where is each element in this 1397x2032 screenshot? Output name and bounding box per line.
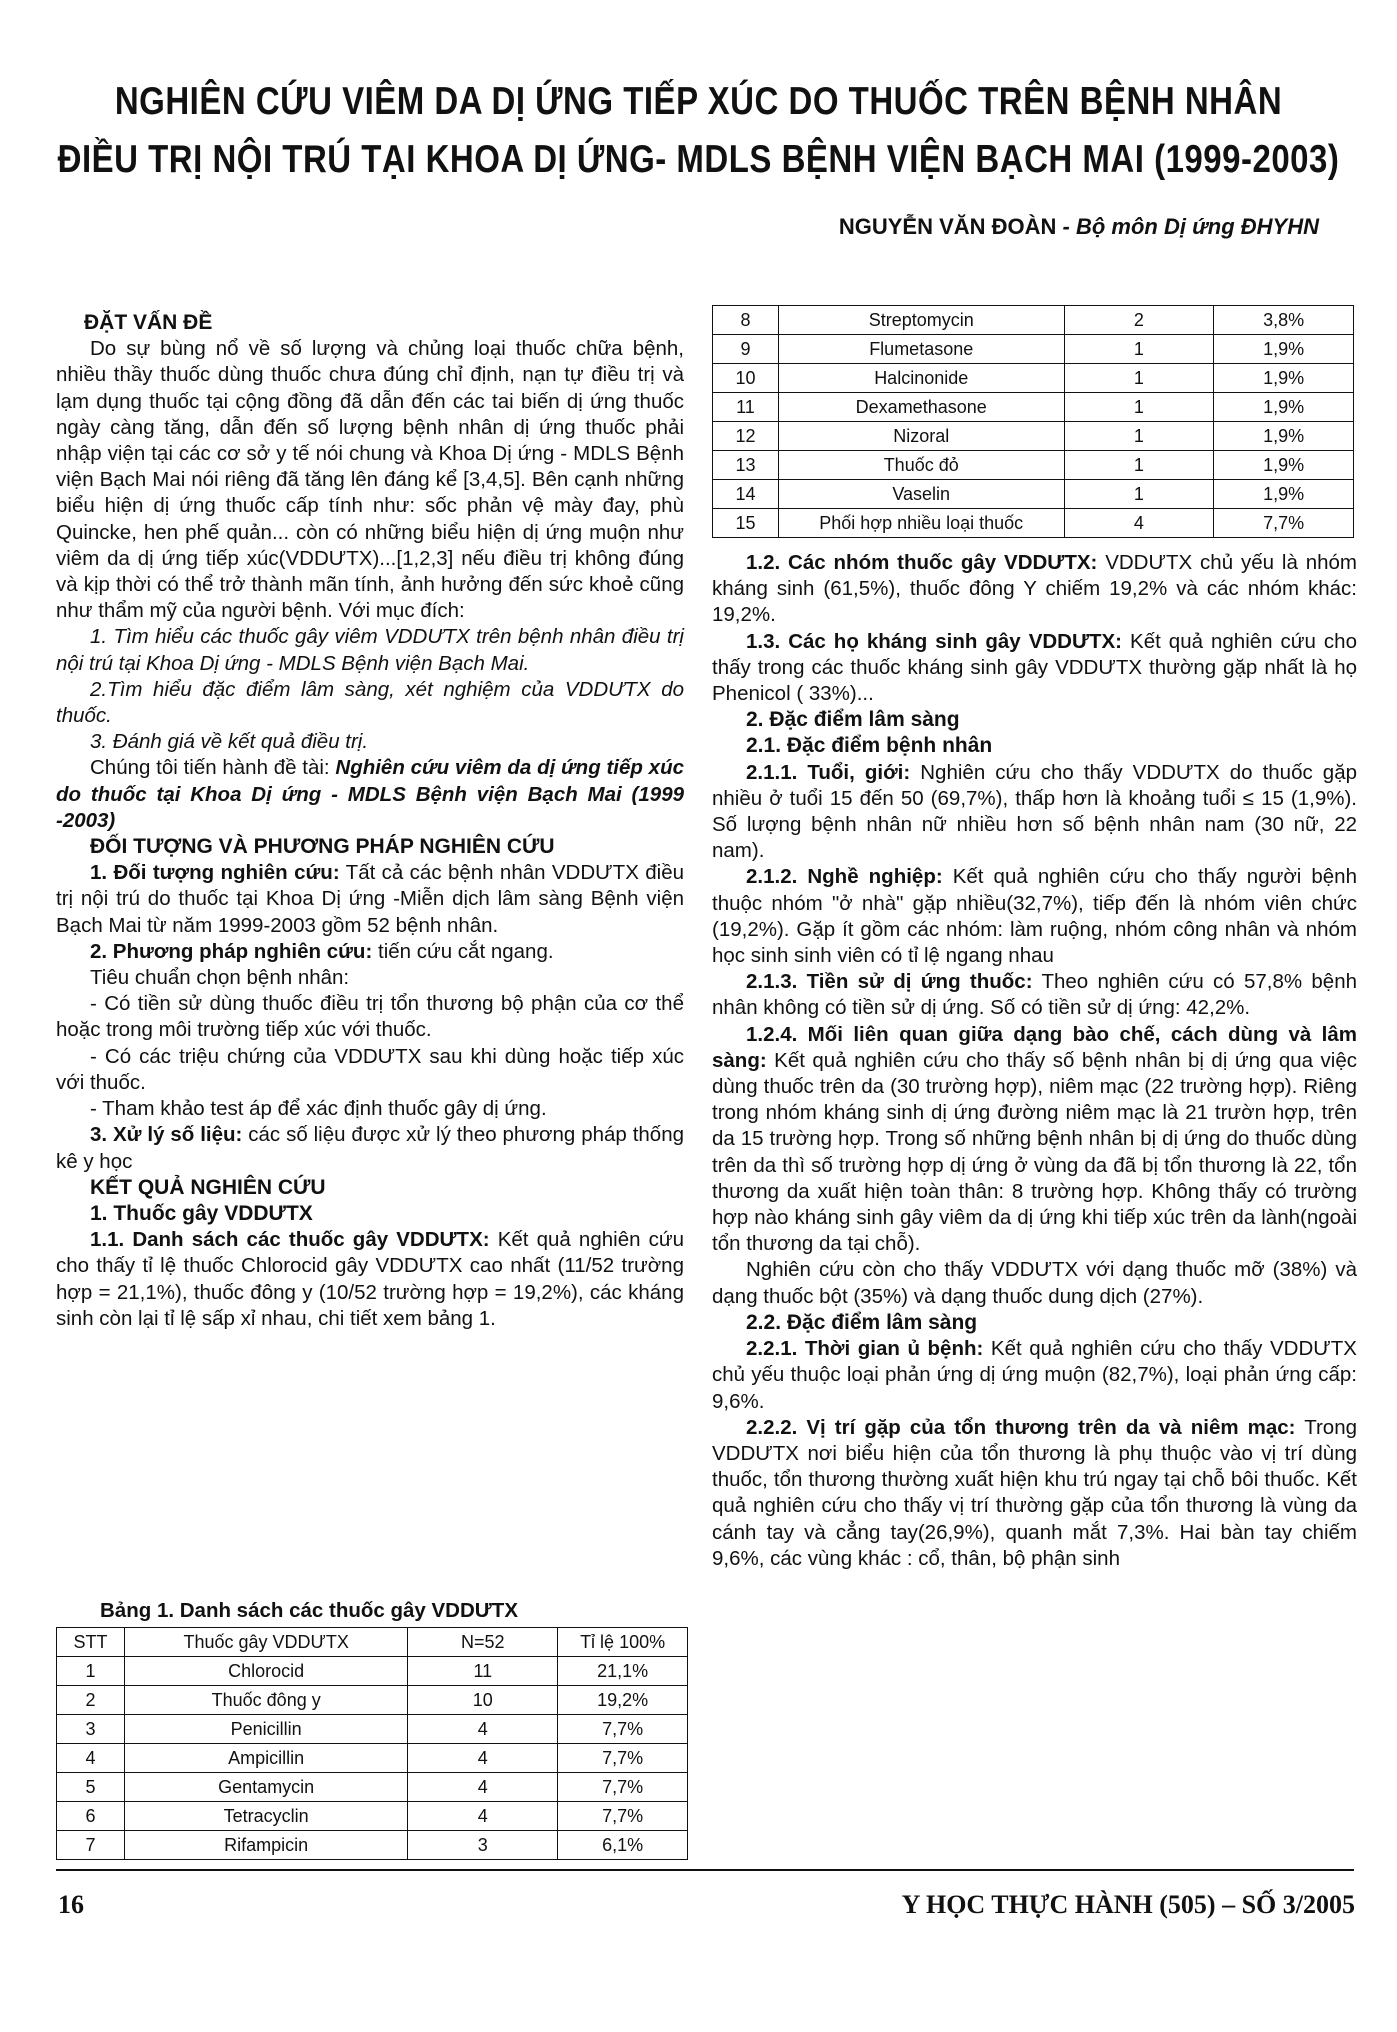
cell-percent: 21,1%	[558, 1657, 688, 1686]
cell-drug: Penicillin	[124, 1715, 408, 1744]
results-2-1-2-label: 2.1.2. Nghề nghiệp:	[746, 865, 943, 889]
cell-stt: 4	[57, 1744, 125, 1773]
criteria-heading: Tiêu chuẩn chọn bệnh nhân:	[90, 966, 350, 990]
results-2-2-2-label: 2.2.2. Vị trí gặp của tổn thương trên da và niêm mạc:	[746, 1415, 1296, 1439]
cell-stt: 3	[57, 1715, 125, 1744]
results-2-2-2-text: Trong VDDƯTX nơi biểu hiện của tổn thương là phụ thuộc vào vị trí dùng thuốc, tổn thương thường xuất hiện khu trú ngay tại chỗ bôi thuốc. Kết quả nghiên cứu cho thấy vị trí thường gặp của tổn thương là vùng da cánh tay và cẳng tay(26,9%), quanh mắt 7,3%. Hai bàn tay chiếm 9,6%, các vùng khác : cổ, thân, bộ phận sinh	[712, 1415, 1358, 1570]
cell-count: 4	[408, 1715, 558, 1744]
topic-title: Nghiên cứu viêm da dị ứng tiếp xúc do thuốc tại Khoa Dị ứng - MDLS Bệnh viện Bạch Mai (1999 -2003)	[56, 756, 684, 832]
cell-stt: 2	[57, 1686, 125, 1715]
table-row	[713, 335, 1354, 364]
results-2-1-2	[712, 864, 1357, 969]
section-heading-results: KẾT QUẢ NGHIÊN CỨU	[90, 1175, 326, 1199]
cell-stt: 5	[57, 1773, 125, 1802]
criteria-1: - Có tiền sử dùng thuốc điều trị tổn thương bộ phận của cơ thể hoặc trong môi trường tiếp xúc với thuốc.	[56, 992, 684, 1042]
cell-drug: Phối hợp nhiều loại thuốc	[778, 509, 1064, 538]
cell-drug: Vaselin	[778, 480, 1064, 509]
results-1-1-label: 1.1. Danh sách các thuốc gây VDDƯTX:	[90, 1228, 490, 1252]
cell-percent: 7,7%	[558, 1802, 688, 1831]
results-1-2-4-text: Kết quả nghiên cứu cho thấy số bệnh nhân bị dị ứng qua việc dùng thuốc trên da (30 trường hợp), niêm mạc (22 trường hợp). Riêng trong nhóm kháng sinh dị ứng đường niêm mạc là 21 trườn hợp, trên da 15 trường hợp. Trong số những bệnh nhân bị dị ứng do thuốc dùng trên da thì số trường hợp dị ứng ở vùng da đã bị tổn thương là 22, tổn thương da xuất hiện toàn thân: 8 trường hợp. Không thấy có trường hợp nào kháng sinh gây viêm da dị ứng khi tiếp xúc trên da lành(ngoài tổn thương da tại chỗ).	[712, 1048, 1357, 1256]
cell-percent: 19,2%	[558, 1686, 688, 1715]
results-1-2-text: VDDƯTX chủ yếu là nhóm kháng sinh (61,5%), thuốc đông Y chiếm 19,2% và các nhóm khác: 19,2%.	[712, 551, 1357, 627]
cell-drug: Nizoral	[778, 422, 1064, 451]
left-column	[56, 310, 684, 1332]
cell-percent: 7,7%	[558, 1773, 688, 1802]
results-1-2-4-label: 1.2.4. Mối liên quan giữa dạng bào chế, cách dùng và lâm sàng:	[712, 1022, 1357, 1072]
author-name: NGUYỄN VĂN ĐOÀN	[838, 214, 1057, 239]
cell-stt: 10	[713, 364, 779, 393]
cell-percent: 7,7%	[558, 1744, 688, 1773]
results-2-1-3	[712, 969, 1357, 1021]
results-2-2-1-text: Kết quả nghiên cứu cho thấy VDDƯTX chủ yếu thuộc loại phản ứng dị ứng muộn (82,7%), loại phản ứng cấp: 9,6%.	[712, 1337, 1357, 1413]
cell-stt: 14	[713, 480, 779, 509]
footer-rule	[56, 1869, 1354, 1871]
results-1-2-label: 1.2. Các nhóm thuốc gây VDDƯTX:	[746, 551, 1098, 574]
cell-count: 4	[408, 1744, 558, 1773]
col-header-pct: Tỉ lệ 100%	[558, 1628, 688, 1657]
methods-design	[56, 939, 684, 965]
intro-paragraph: Do sự bùng nổ về số lượng và chủng loại thuốc chữa bệnh, nhiều thầy thuốc dùng thuốc chưa đúng chỉ định, nạn tự điều trị và lạm dụng thuốc tại cộng đồng đã dẫn đến các tai biến dị ứng thuốc ngày càng tăng, dẫn đến số lượng bệnh nhân dị ứng thuốc phải nhập viện tại các cơ sở y tế nói chung và Khoa Dị ứng - MDLS Bệnh viện Bạch Mai nói riêng đã tăng lên đáng kể [3,4,5]. Bên cạnh những biểu hiện dị ứng thuốc cấp tính như: sốc phản vệ mày đay, phù Quincke, hen phế quản... còn có những biểu hiện dị ứng muộn như viêm da dị ứng tiếp xúc(VDDƯTX)...[1,2,3] nếu điều trị không đúng và kịp thời có thể trở thành mãn tính, ảnh hưởng đến sức khoẻ cũng như thẩm mỹ của người bệnh. Với mục đích:	[56, 337, 684, 623]
cell-count: 11	[408, 1657, 558, 1686]
results-2-1-2-text: Kết quả nghiên cứu cho thấy người bệnh thuộc nhóm "ở nhà" gặp nhiều(32,7%), tiếp đến là nhóm viên chức (19,2%). Gặp ít gồm các nhóm: làm ruộng, nhóm công nhân và nhóm học sinh sinh viên có tỉ lệ ngang nhau	[712, 865, 1357, 968]
cell-count: 4	[408, 1802, 558, 1831]
cell-percent: 1,9%	[1214, 364, 1354, 393]
cell-percent: 1,9%	[1214, 393, 1354, 422]
right-column	[712, 550, 1357, 1572]
cell-count: 4	[408, 1773, 558, 1802]
results-2-1-3-text: Theo nghiên cứu có 57,8% bệnh nhân không có tiền sử dị ứng. Số có tiền sử dị ứng: 42,2%.	[712, 970, 1357, 1020]
methods-subjects	[56, 860, 684, 939]
results-1-3-label: 1.3. Các họ kháng sinh gây VDDƯTX:	[746, 629, 1123, 653]
table-row	[57, 1802, 688, 1831]
drug-table-part2	[712, 305, 1354, 538]
cell-drug: Gentamycin	[124, 1773, 408, 1802]
cell-drug: Halcinonide	[778, 364, 1064, 393]
cell-drug: Dexamethasone	[778, 393, 1064, 422]
cell-drug: Tetracyclin	[124, 1802, 408, 1831]
aim-3: 3. Đánh giá về kết quả điều trị.	[90, 730, 369, 754]
table-row	[57, 1686, 688, 1715]
cell-stt: 7	[57, 1831, 125, 1860]
results-2-2-1	[712, 1336, 1357, 1415]
methods-design-text: tiến cứu cắt ngang.	[372, 939, 554, 963]
page-number: 16	[58, 1890, 84, 1919]
topic-lead: Chúng tôi tiến hành đề tài:	[90, 756, 336, 780]
table-header-row	[57, 1628, 688, 1657]
criteria-3: - Tham khảo test áp để xác định thuốc gây dị ứng.	[90, 1097, 547, 1121]
author-affiliation: - Bộ môn Dị ứng ĐHYHN	[1056, 214, 1319, 239]
results-subheading-2: 2. Đặc điểm lâm sàng	[746, 708, 960, 732]
methods-analysis-text: các số liệu được xử lý theo phương pháp thống kê y học	[56, 1123, 684, 1173]
table-row	[713, 306, 1354, 335]
methods-analysis-label: 3. Xử lý số liệu:	[90, 1123, 243, 1147]
results-subheading-2-2: 2.2. Đặc điểm lâm sàng	[746, 1310, 978, 1334]
results-1-2	[712, 550, 1357, 629]
results-1-2-4	[712, 1022, 1357, 1258]
results-2-2-1-label: 2.2.1. Thời gian ủ bệnh:	[746, 1337, 984, 1361]
methods-subjects-text: Tất cả các bệnh nhân VDDƯTX điều trị nội trú do thuốc tại Khoa Dị ứng -Miễn dịch lâm sàng Bệnh viện Bạch Mai từ năm 1999-2003 gồm 52 bệnh nhân.	[56, 861, 684, 937]
col-header-drug: Thuốc gây VDDƯTX	[124, 1628, 408, 1657]
cell-count: 1	[1064, 364, 1214, 393]
cell-drug: Rifampicin	[124, 1831, 408, 1860]
col-header-stt: STT	[57, 1628, 125, 1657]
results-2-1-1-label: 2.1.1. Tuổi, giới:	[746, 760, 911, 784]
results-2-1-1	[712, 760, 1357, 865]
cell-count: 1	[1064, 422, 1214, 451]
cell-stt: 8	[713, 306, 779, 335]
results-1-3	[712, 629, 1357, 708]
forms-paragraph: Nghiên cứu còn cho thấy VDDƯTX với dạng thuốc mỡ (38%) và dạng thuốc bột (35%) và dạng thuốc dung dịch (27%).	[712, 1258, 1357, 1308]
results-1-1	[56, 1227, 684, 1332]
cell-drug: Chlorocid	[124, 1657, 408, 1686]
table-row	[57, 1657, 688, 1686]
table-row	[713, 393, 1354, 422]
article-title-line2: ĐIỀU TRỊ NỘI TRÚ TẠI KHOA DỊ ỨNG- MDLS BỆNH VIỆN BẠCH MAI (1999-2003)	[57, 136, 1340, 181]
cell-drug: Ampicillin	[124, 1744, 408, 1773]
results-1-1-text: Kết quả nghiên cứu cho thấy tỉ lệ thuốc Chlorocid gây VDDƯTX cao nhất (11/52 trường hợp = 21,1%), thuốc đông y (10/52 trường hợp = 19,2%), các kháng sinh còn lại tỉ lệ sấp xỉ nhau, chi tiết xem bảng 1.	[56, 1228, 684, 1330]
results-1-3-text: Kết quả nghiên cứu cho thấy trong các thuốc kháng sinh gây VDDƯTX thường gặp nhất là họ Phenicol ( 33%)...	[712, 629, 1357, 706]
section-heading-methods: ĐỐI TƯỢNG VÀ PHƯƠNG PHÁP NGHIÊN CỨU	[90, 835, 555, 859]
section-heading-intro: ĐẶT VẤN ĐỀ	[84, 311, 213, 334]
cell-percent: 7,7%	[558, 1715, 688, 1744]
table-row	[57, 1715, 688, 1744]
cell-drug: Thuốc đỏ	[778, 451, 1064, 480]
journal-name: Y HỌC THỰC HÀNH (505) – SỐ 3/2005	[901, 1890, 1355, 1919]
cell-drug: Flumetasone	[778, 335, 1064, 364]
results-2-2-2	[712, 1415, 1357, 1572]
table-row	[713, 480, 1354, 509]
table-row	[713, 422, 1354, 451]
table-row	[57, 1773, 688, 1802]
cell-stt: 15	[713, 509, 779, 538]
cell-percent: 1,9%	[1214, 422, 1354, 451]
col-header-n: N=52	[408, 1628, 558, 1657]
author-line	[839, 214, 1319, 240]
results-2-1-3-label: 2.1.3. Tiền sử dị ứng thuốc:	[746, 970, 1033, 994]
cell-stt: 11	[713, 393, 779, 422]
cell-count: 1	[1064, 335, 1214, 364]
cell-percent: 3,8%	[1214, 306, 1354, 335]
cell-stt: 13	[713, 451, 779, 480]
cell-count: 2	[1064, 306, 1214, 335]
aim-1: 1. Tìm hiểu các thuốc gây viêm VDDƯTX trên bệnh nhân điều trị nội trú tại Khoa Dị ứng - MDLS Bệnh viện Bạch Mai.	[56, 625, 684, 675]
cell-percent: 1,9%	[1214, 335, 1354, 364]
cell-percent: 7,7%	[1214, 509, 1354, 538]
methods-design-label: 2. Phương pháp nghiên cứu:	[90, 939, 373, 963]
cell-percent: 1,9%	[1214, 480, 1354, 509]
table-row	[713, 451, 1354, 480]
table-row	[713, 509, 1354, 538]
aim-2: 2.Tìm hiểu đặc điểm lâm sàng, xét nghiệm của VDDƯTX do thuốc.	[56, 677, 684, 728]
criteria-2: - Có các triệu chứng của VDDƯTX sau khi dùng hoặc tiếp xúc với thuốc.	[56, 1044, 684, 1094]
table-row	[57, 1831, 688, 1860]
cell-stt: 1	[57, 1657, 125, 1686]
cell-stt: 6	[57, 1802, 125, 1831]
results-subheading-1: 1. Thuốc gây VDDƯTX	[90, 1201, 313, 1225]
cell-count: 4	[1064, 509, 1214, 538]
methods-subjects-label: 1. Đối tượng nghiên cứu:	[90, 861, 340, 885]
cell-count: 1	[1064, 480, 1214, 509]
methods-analysis	[56, 1122, 684, 1174]
article-title-line1: NGHIÊN CỨU VIÊM DA DỊ ỨNG TIẾP XÚC DO THUỐC TRÊN BỆNH NHÂN	[114, 78, 1283, 123]
cell-stt: 12	[713, 422, 779, 451]
results-2-1-1-text: Nghiên cứu cho thấy VDDƯTX do thuốc gặp nhiều ở tuổi 15 đến 50 (69,7%), thấp hơn là khoảng tuổi ≤ 15 (1,9%). Số lượng bệnh nhân nữ nhiều hơn số bệnh nhân nam (30 nữ, 22 nam).	[712, 760, 1358, 863]
cell-count: 3	[408, 1831, 558, 1860]
table-row	[713, 364, 1354, 393]
drug-table-part1	[56, 1627, 688, 1860]
cell-percent: 6,1%	[558, 1831, 688, 1860]
table-row	[57, 1744, 688, 1773]
cell-percent: 1,9%	[1214, 451, 1354, 480]
cell-stt: 9	[713, 335, 779, 364]
cell-count: 1	[1064, 451, 1214, 480]
cell-drug: Thuốc đông y	[124, 1686, 408, 1715]
results-subheading-2-1: 2.1. Đặc điểm bệnh nhân	[746, 734, 993, 758]
cell-count: 1	[1064, 393, 1214, 422]
table-caption: Bảng 1. Danh sách các thuốc gây VDDƯTX	[100, 1599, 518, 1622]
cell-drug: Streptomycin	[778, 306, 1064, 335]
cell-count: 10	[408, 1686, 558, 1715]
topic-paragraph	[56, 755, 684, 834]
